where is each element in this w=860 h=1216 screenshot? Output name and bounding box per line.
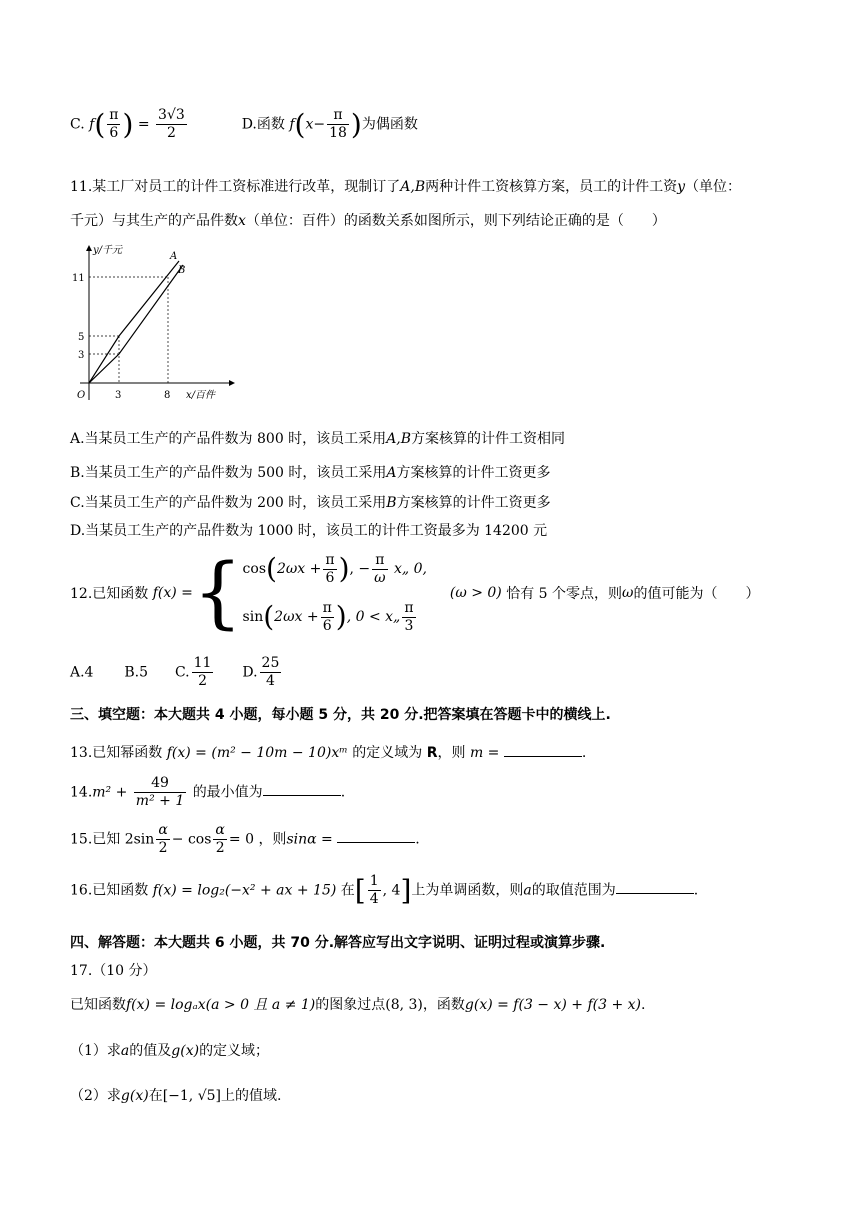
arg: 2ωx +: [276, 561, 322, 577]
q12-suffix: 的值可能为（ ）: [633, 586, 760, 602]
q10-c-result-frac: [156, 107, 187, 142]
frac-num: 49: [134, 775, 186, 793]
y-tick-5: 5: [78, 332, 85, 343]
q11-line-1: [70, 176, 741, 196]
option-var: A: [386, 465, 397, 481]
q16-frac: [368, 873, 381, 908]
q11-x: x: [238, 213, 246, 229]
frac: [323, 552, 336, 587]
q16-text: 16.已知函数: [70, 882, 149, 899]
paren-left: (: [94, 107, 106, 141]
q10-options: [70, 107, 418, 142]
q17-text: 的定义域；: [199, 1043, 270, 1059]
q12-fx: f(x) =: [152, 585, 193, 601]
frac-num: π: [109, 107, 119, 123]
paren-right: ): [335, 600, 347, 633]
option-text: 方案核算的计件工资更多: [396, 495, 551, 511]
frac-den: 2: [166, 124, 176, 141]
frac-num: α: [158, 822, 168, 838]
paren-right: ): [122, 107, 134, 141]
q15-eq0: = 0: [228, 831, 254, 848]
option-text: C.当某员工生产的产品件数为 200 时，该员工采用: [70, 495, 387, 511]
q12-stem: [70, 545, 759, 645]
q13-end: .: [581, 745, 587, 761]
q17-text: ，函数: [422, 997, 465, 1013]
option-text: D.当某员工生产的产品件数为 1000 时，该员工的计件工资最多为 14200 元: [70, 523, 548, 539]
q15-frac-2: [213, 822, 226, 857]
frac: [321, 600, 334, 635]
section-3-heading: 三、填空题：本大题共 4 小题，每小题 5 分，共 20 分.把答案填在答题卡中的横线上.: [70, 707, 611, 723]
option-text: 方案核算的计件工资相同: [411, 431, 566, 447]
frac-den: 2: [215, 839, 225, 856]
q12-cases: [243, 545, 427, 641]
text: x„ 0,: [389, 561, 427, 577]
q14: [70, 775, 345, 810]
option-text: 方案核算的计件工资更多: [396, 465, 551, 481]
q10-c-frac: [107, 107, 120, 142]
q17-g: g(x) = f(3 − x) + f(3 + x): [464, 997, 642, 1013]
q15-text: 15.已知: [70, 831, 121, 848]
frac-den: 6: [325, 569, 335, 586]
text: , 0 < x„: [346, 609, 401, 625]
q10-d-x: x: [305, 116, 314, 133]
q12-opt-a: A.4: [70, 664, 94, 681]
frac-num: π: [322, 599, 332, 616]
origin-label: O: [77, 390, 86, 401]
q16-text: 上为单调函数，则: [411, 882, 524, 899]
y-tick-3: 3: [78, 350, 85, 361]
q10-c-eq: =: [137, 116, 150, 133]
x-axis-label: x/百件: [186, 390, 216, 401]
q12-opt-d: D.: [242, 664, 258, 681]
q12-omega: ω: [622, 585, 634, 601]
bracket-left: [: [354, 873, 366, 907]
q15-sina: sinα =: [286, 831, 333, 848]
frac-num: 11: [193, 655, 212, 671]
q15-2sin: 2sin: [124, 831, 155, 848]
q13-text: ，则: [437, 745, 466, 761]
frac-den: 2: [158, 839, 168, 856]
q15-cos: − cos: [171, 831, 212, 848]
q17-text: 的值及: [129, 1043, 172, 1059]
q15: [70, 822, 420, 857]
q10-d-f: f: [289, 116, 295, 133]
q12-brace: {: [192, 548, 243, 638]
q17-text: （2）求: [70, 1088, 121, 1104]
text: , −: [349, 561, 371, 577]
paren-right: ): [338, 552, 350, 585]
frac-num: 25: [261, 655, 280, 671]
q10-d-suffix: 为偶函数: [361, 116, 418, 133]
q17-text: 上的值域.: [221, 1088, 282, 1104]
q12-opt-c: C.: [174, 664, 190, 681]
q14-text: 的最小值为: [192, 784, 263, 801]
q16-four: , 4: [382, 882, 401, 899]
q13-m: m =: [469, 745, 500, 761]
q11-text: （单位：: [685, 179, 742, 195]
q16-formula: f(x) = log₂(−x² + ax + 15): [152, 882, 337, 899]
q16-text: 的取值范围为: [531, 882, 616, 899]
q14-end: .: [340, 784, 346, 801]
q17-part-2: [70, 1085, 281, 1105]
q16-answer-blank[interactable]: [616, 879, 694, 894]
q15-answer-blank[interactable]: [337, 828, 415, 843]
frac-den: 6: [109, 124, 119, 141]
frac-den: ω: [374, 569, 386, 586]
paren-left: (: [266, 552, 277, 585]
q11-graph: [68, 240, 248, 410]
y-tick-11: 11: [72, 273, 85, 284]
q17-g: g(x): [120, 1088, 149, 1104]
q17-text: 已知函数: [70, 997, 126, 1013]
q15-text: ，则: [258, 831, 287, 848]
q14-frac: [134, 775, 186, 810]
q11-text: （单位：百件）的函数关系如图所示，则下列结论正确的是（ ）: [245, 213, 666, 229]
option-text: A.当某员工生产的产品件数为 800 时，该员工采用: [70, 431, 387, 447]
frac: [372, 552, 387, 587]
frac-num: 3√3: [158, 107, 185, 123]
q10-d-frac: [327, 107, 349, 142]
q17-text: 的图象过点: [315, 997, 386, 1013]
q12-case-1: [243, 545, 427, 593]
q12-opt-c-frac: [192, 655, 214, 690]
line-a-label: A: [170, 251, 178, 262]
q12-suffix: 恰有 5 个零点，则: [506, 586, 623, 602]
q17-part-1: [70, 1040, 269, 1060]
option-text: B.当某员工生产的产品件数为 500 时，该员工采用: [70, 465, 387, 481]
q11-option-a: [70, 428, 565, 448]
q11-option-d: [70, 520, 547, 540]
q17-text: （1）求: [70, 1043, 121, 1059]
frac-den: 2: [198, 672, 207, 689]
frac-den: 3: [404, 617, 414, 634]
q17-point: (8, 3): [385, 997, 423, 1013]
paren-left: (: [294, 107, 306, 141]
q11-ab: A,B: [400, 179, 426, 195]
q16: [70, 873, 698, 908]
frac-den: m² + 1: [135, 792, 185, 809]
q17-text: 在: [148, 1088, 163, 1104]
q17-f: f(x) = logₐx(a > 0 且 a ≠ 1): [126, 997, 316, 1013]
q13-formula: f(x) = (m² − 10m − 10)xᵐ: [166, 745, 348, 761]
q11-text: 11.某工厂对员工的计件工资标准进行改革，现制订了: [70, 179, 401, 195]
q11-y: y: [677, 179, 686, 195]
option-var: B: [386, 495, 397, 511]
frac-num: π: [325, 551, 335, 568]
q11-line-2: [70, 210, 666, 230]
q13: [70, 742, 586, 762]
q14-m2: m² +: [92, 784, 128, 801]
q16-a: a: [523, 882, 532, 899]
q13-r: R: [426, 745, 438, 761]
q17-stem: [70, 994, 645, 1014]
sin: sin: [242, 609, 264, 625]
x-tick-8: 8: [164, 390, 171, 401]
frac-num: π: [327, 107, 349, 125]
q10-c-f: f: [89, 116, 95, 133]
line-a: [89, 261, 179, 383]
q17-g: g(x): [171, 1043, 200, 1059]
q17-head: 17.（10 分）: [70, 963, 157, 979]
frac-num: π: [404, 599, 414, 616]
frac-num: α: [215, 822, 225, 838]
bracket-right: ]: [400, 873, 412, 907]
q17-end: .: [641, 997, 646, 1013]
guide-lines: [89, 277, 168, 383]
q12-cond: (ω > 0): [449, 585, 502, 601]
arg: 2ωx +: [274, 609, 319, 625]
q11-text: 两种计件工资核算方案，员工的计件工资: [425, 179, 678, 195]
frac-num: π: [372, 552, 387, 570]
q17-a: a: [120, 1043, 130, 1059]
paren-right: ): [350, 107, 362, 141]
q12-opt-b: B.5: [124, 664, 149, 681]
y-axis-label: y/千元: [93, 245, 123, 256]
q11-option-c: [70, 492, 551, 512]
frac-num: 1: [369, 873, 379, 889]
frac-den: 18: [329, 124, 347, 141]
paren-left: (: [263, 600, 275, 633]
q16-text: 在: [340, 882, 355, 899]
q11-option-b: [70, 462, 550, 482]
q17-interval: [−1, √5]: [162, 1088, 221, 1104]
q12-case-2: [243, 593, 427, 641]
q11-text: 千元）与其生产的产品件数: [70, 213, 238, 229]
q16-end: .: [693, 882, 699, 899]
q10-c-prefix: C.: [70, 116, 85, 133]
q10-d-minus: −: [313, 116, 326, 133]
q12-opt-d-frac: [260, 655, 282, 690]
frac-den: 6: [322, 617, 332, 634]
q15-end: .: [415, 831, 420, 848]
q13-text: 的定义域为: [352, 745, 423, 761]
q15-frac-1: [156, 822, 169, 857]
frac: [402, 600, 415, 635]
q13-answer-blank[interactable]: [504, 742, 582, 757]
x-tick-3: 3: [115, 390, 122, 401]
option-var: A,B: [386, 431, 412, 447]
q14-answer-blank[interactable]: [263, 781, 341, 796]
q12-options: [70, 655, 283, 690]
line-b-label: B: [178, 265, 186, 276]
cos: cos: [242, 561, 267, 577]
q13-text: 13.已知幂函数: [70, 745, 163, 761]
frac-den: 4: [265, 672, 275, 689]
frac-den: 4: [369, 890, 379, 907]
q10-d-prefix: D.函数: [241, 116, 285, 133]
q12-prefix: 12.已知函数: [70, 586, 149, 602]
section-4-heading: 四、解答题：本大题共 6 小题，共 70 分.解答应写出文字说明、证明过程或演算步骤.: [70, 935, 606, 951]
q14-text: 14.: [70, 784, 93, 801]
line-b: [89, 265, 186, 383]
